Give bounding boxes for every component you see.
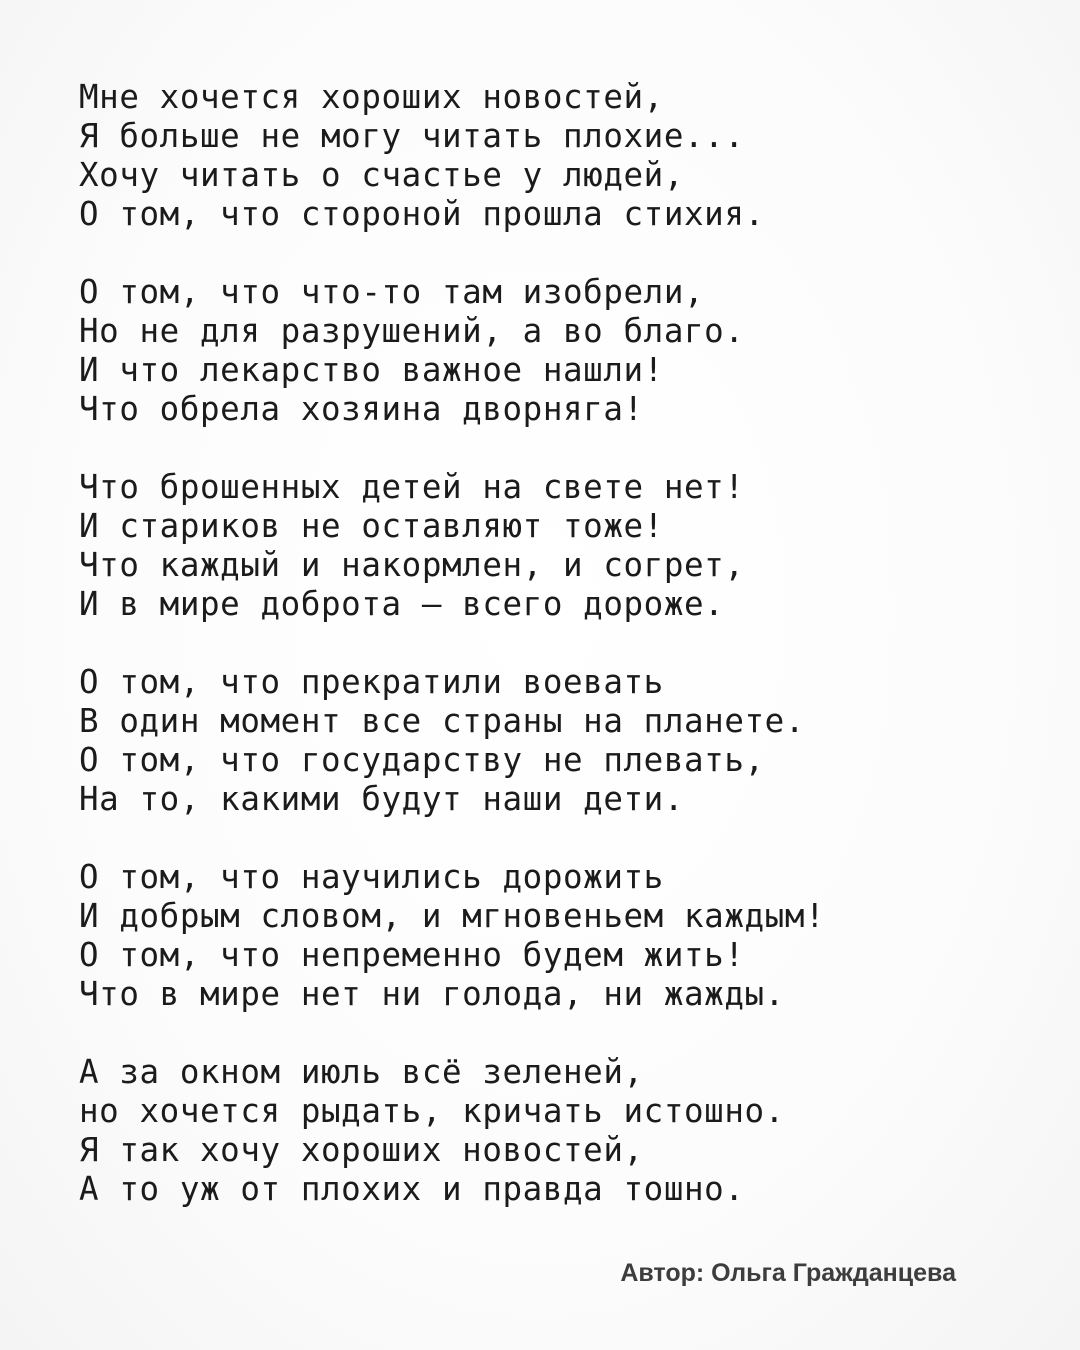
- stanza-3: [79, 468, 1039, 624]
- poem-line: И стариков не оставляют тоже!: [79, 507, 664, 545]
- poem-line: О том, что что-то там изобрели,: [79, 273, 705, 311]
- stanza-4: [79, 663, 1039, 819]
- poem-line: О том, что непременно будем жить!: [79, 936, 745, 974]
- poem-line: Но не для разрушений, а во благо.: [79, 312, 745, 350]
- poem-line: Я больше не могу читать плохие...: [79, 117, 745, 155]
- poem-line: Что обрела хозяина дворняга!: [79, 390, 644, 428]
- poem-line: Хочу читать о счастье у людей,: [79, 156, 684, 194]
- poem-line: Что каждый и накормлен, и согрет,: [79, 546, 745, 584]
- stanza-6: [79, 1053, 1039, 1209]
- stanza-5: [79, 858, 1039, 1014]
- poem-line: И что лекарство важное нашли!: [79, 351, 664, 389]
- author-credit: Автор: Ольга Гражданцева: [620, 1259, 956, 1287]
- poem-line: Что в мире нет ни голода, ни жажды.: [79, 975, 785, 1013]
- poem-line: А за окном июль всё зеленей,: [79, 1053, 644, 1091]
- poem-text: [79, 78, 1039, 1248]
- stanza-1: [79, 78, 1039, 234]
- poem-line: А то уж от плохих и правда тошно.: [79, 1170, 745, 1208]
- poem-line: В один момент все страны на планете.: [79, 702, 805, 740]
- poem-line: И добрым словом, и мгновеньем каждым!: [79, 897, 826, 935]
- poem-line: но хочется рыдать, кричать истошно.: [79, 1092, 785, 1130]
- poem-line: О том, что государству не плевать,: [79, 741, 765, 779]
- poem-line: И в мире доброта – всего дороже.: [79, 585, 725, 623]
- poem-line: О том, что стороной прошла стихия.: [79, 195, 765, 233]
- poem-line: О том, что научились дорожить: [79, 858, 664, 896]
- poem-line: Мне хочется хороших новостей,: [79, 78, 664, 116]
- poem-line: О том, что прекратили воевать: [79, 663, 664, 701]
- poem-line: Что брошенных детей на свете нет!: [79, 468, 745, 506]
- stanza-2: [79, 273, 1039, 429]
- poem-line: Я так хочу хороших новостей,: [79, 1131, 644, 1169]
- poem-line: На то, какими будут наши дети.: [79, 780, 684, 818]
